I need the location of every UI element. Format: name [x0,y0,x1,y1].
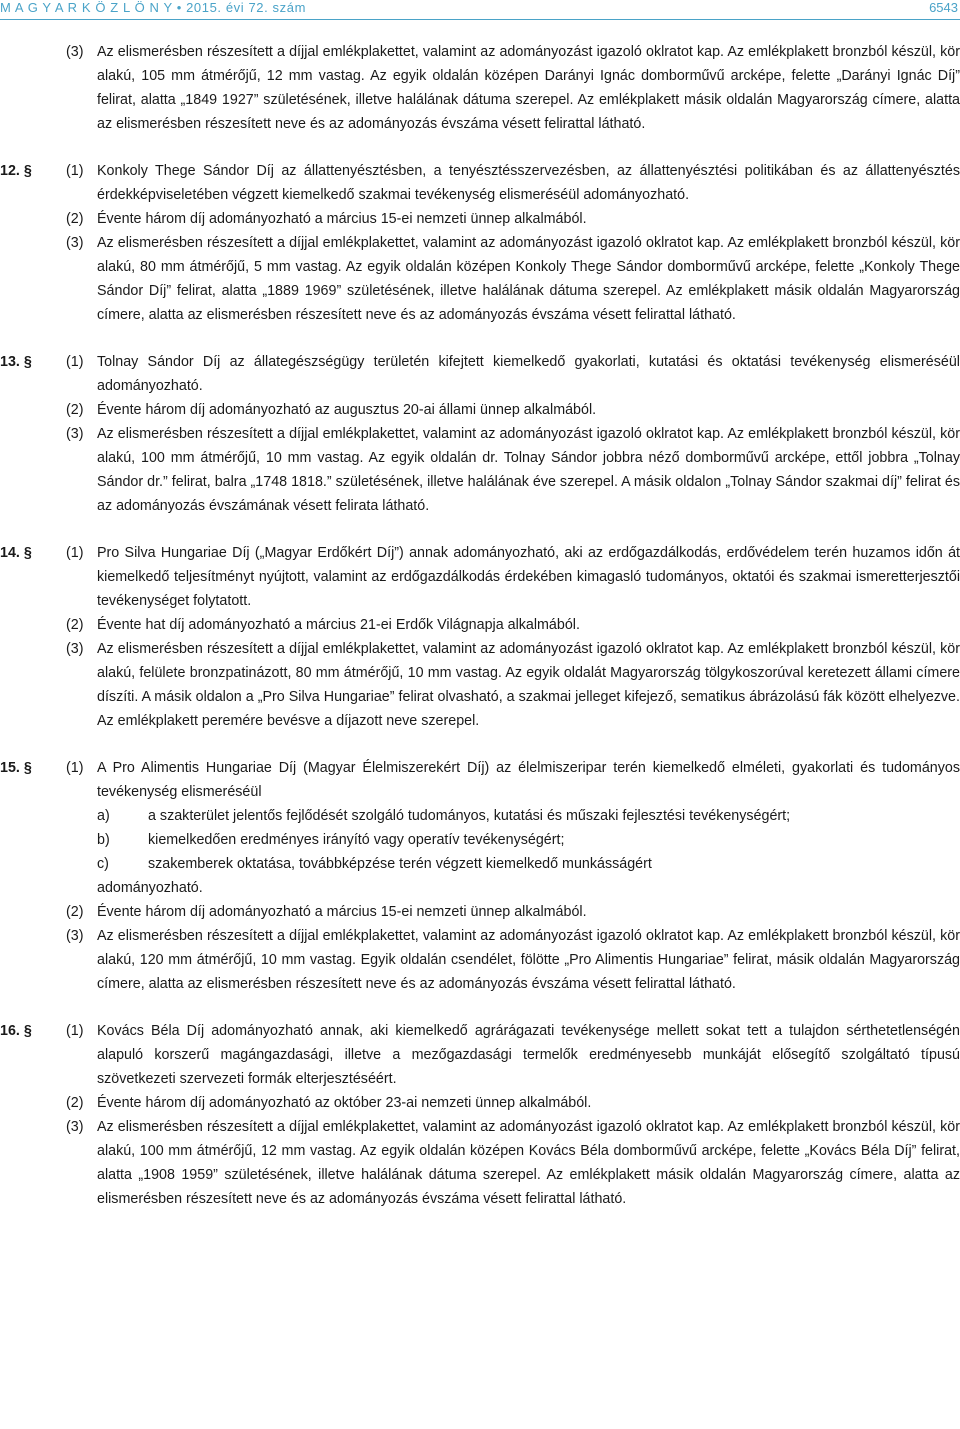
paragraph-text: Az elismerésben részesített a díjjal emlékplakettet, valamint az adományozást igazoló oklratot kap. Az emlékplakett bronzból készül, kör alakú, 100 mm átmérőjű, 12 mm vastag. Az egyik oldalán középen Kovács Béla domborművű arcképe, felette „Kovács Béla Díj” felirat, alatta „1908 1959” születésének, illetve halálának dátuma szerepel. Az emlékplakett másik oldalán Magyarország címere, alatta az elismerésben részesített neve és az adományozás évszáma vésett felirattal látható. [97,1119,960,1207]
paragraph-number: (3) [66,426,84,442]
section [0,350,960,518]
paragraph [0,900,960,924]
list-item [0,852,960,876]
section [0,756,960,996]
paragraph-text: Az elismerésben részesített a díjjal emlékplakettet, valamint az adományozást igazoló oklratot kap. Az emlékplakett bronzból készül, kör alakú, 120 mm átmérőjű, 10 mm vastag. Egyik oldalán csendélet, fölötte „Pro Alimentis Hungariae” felirat, másik oldalán Magyarország címere, alatta az elismerésben részesített neve és az adományozás évszáma vésett felirattal látható. [97,928,960,992]
paragraph-text: Évente három díj adományozható a március 15-ei nemzeti ünnep alkalmából. [97,211,587,227]
paragraph [0,422,960,518]
paragraph-text: Évente hat díj adományozható a március 21-ei Erdők Világnapja alkalmából. [97,617,580,633]
paragraph-number: (2) [66,402,84,418]
paragraph-text: Kovács Béla Díj adományozható annak, aki kiemelkedő agrárágazati tevékenysége mellett sokat tett a tulajdon sérthetetlenségén alapuló korszerű magángazdasági, illetve a mezőgazdasági termelők eredményesebb munkáját elősegítő szolgáltató típusú szövetkezeti szervezeti formák elterjesztéséért. [97,1023,960,1087]
section [0,541,960,733]
paragraph-tail: adományozható. [97,880,203,896]
section [0,159,960,327]
paragraph [0,1091,960,1115]
paragraph-text: Pro Silva Hungariae Díj („Magyar Erdőkért Díj”) annak adományozható, aki az erdőgazdálkodás, erdővédelem terén huzamos időn át kiemelkedő teljesítményt nyújtott, valamint az erdőgazdálkodás érdekében kimagasló tudományos, oktatói és szakmai ismeretterjesztői tevékenységet folytatott. [97,545,960,609]
section-number: 13. § [0,354,32,370]
paragraph [0,541,960,613]
section-number: 14. § [0,545,32,561]
section [0,40,960,136]
paragraph-number: (2) [66,904,84,920]
paragraph-text: Évente három díj adományozható az augusztus 20-ai állami ünnep alkalmából. [97,402,597,418]
list-item-text: szakemberek oktatása, továbbképzése terén végzett kiemelkedő munkásságért [148,856,652,872]
paragraph-text: Az elismerésben részesített a díjjal emlékplakettet, valamint az adományozást igazoló oklratot kap. Az emlékplakett bronzból készül, kör alakú, 80 mm átmérőjű, 5 mm vastag. Az egyik oldalán középen Konkoly Thege Sándor domborművű arcképe, felette „Konkoly Thege Sándor Díj” felirat, alatta „1889 1969” születésének, illetve halálának dátuma szerepel. Az emlékplakett másik oldalán Magyarország címere, alatta az elismerésben részesített neve és az adományozás évszáma vésett felirattal látható. [97,235,960,323]
paragraph-number: (3) [66,44,84,60]
list-item-letter: c) [97,856,109,872]
paragraph-number: (1) [66,163,84,179]
paragraph [0,924,960,996]
paragraph [0,207,960,231]
header-rule [0,19,960,20]
paragraph-number: (2) [66,211,84,227]
section-number: 16. § [0,1023,32,1039]
paragraph-text: Évente három díj adományozható a március 15-ei nemzeti ünnep alkalmából. [97,904,587,920]
paragraph [0,637,960,733]
list-item [0,828,960,852]
paragraph [0,613,960,637]
paragraph-number: (3) [66,235,84,251]
document-body [0,40,960,1234]
paragraph-number: (2) [66,1095,84,1111]
paragraph-text: Az elismerésben részesített a díjjal emlékplakettet, valamint az adományozást igazoló oklratot kap. Az emlékplakett bronzból készül, kör alakú, felülete bronzpatinázott, 80 mm átmérőjű, 10 mm vastag. Az egyik oldalát Magyarország tölgykoszorúval keretezett állami címere díszíti. A másik oldalon a „Pro Silva Hungariae” felirat olvasható, a szakmai jelleget kifejező, sematikus ábrázolású fák között elhelyezve. Az emlékplakett peremére bevésve a díjazott neve szerepel. [97,641,960,729]
list-item-letter: b) [97,832,110,848]
paragraph [0,231,960,327]
paragraph [0,350,960,398]
section-number: 12. § [0,163,32,179]
paragraph [0,398,960,422]
journal-title: M A G Y A R K Ö Z L Ö N Y • 2015. évi 72. szám [0,0,307,15]
paragraph-number: (3) [66,1119,84,1135]
paragraph [0,40,960,136]
paragraph-number: (3) [66,641,84,657]
list-item-text: a szakterület jelentős fejlődését szolgáló tudományos, kutatási és műszaki fejlesztési tevékenységért; [148,808,791,824]
paragraph-number: (2) [66,617,84,633]
paragraph-text: Tolnay Sándor Díj az állategészségügy területén kifejtett kiemelkedő gyakorlati, kutatási és oktatási tevékenység elismeréséül adományozható. [97,354,960,394]
paragraph-number: (3) [66,928,84,944]
section-number: 15. § [0,760,32,776]
paragraph-number: (1) [66,760,84,776]
paragraph [0,756,960,804]
paragraph-text: Az elismerésben részesített a díjjal emlékplakettet, valamint az adományozást igazoló oklratot kap. Az emlékplakett bronzból készül, kör alakú, 100 mm átmérőjű, 10 mm vastag. Az egyik oldalán dr. Tolnay Sándor jobbra néző domborművű arcképe, ettől jobbra „Tolnay Sándor dr.” felirat, balra „1748 1818.” születésének, illetve halálának éve szerepel. A másik oldalon „Tolnay Sándor szakmai díj” felirat és az adományozás évszámának vésett felirata látható. [97,426,960,514]
paragraph-text: Az elismerésben részesített a díjjal emlékplakettet, valamint az adományozást igazoló oklratot kap. Az emlékplakett bronzból készül, kör alakú, 105 mm átmérőjű, 12 mm vastag. Az egyik oldalán középen Darányi Ignác domborművű arcképe, felette „Darányi Ignác Díj” felirat, alatta „1849 1927” születésének, illetve halálának dátuma szerepel. Az emlékplakett másik oldalán Magyarország címere, alatta az elismerésben részesített neve és az adományozás évszáma vésett felirattal látható. [97,44,960,132]
section [0,1019,960,1211]
paragraph [0,159,960,207]
paragraph [0,1115,960,1211]
paragraph-text: Évente három díj adományozható az október 23-ai nemzeti ünnep alkalmából. [97,1095,592,1111]
paragraph-number: (1) [66,1023,84,1039]
paragraph-number: (1) [66,545,84,561]
list-item [0,804,960,828]
page-number: 6543 [929,0,958,15]
list-item-text: kiemelkedően eredményes irányító vagy operatív tevékenységért; [148,832,565,848]
paragraph-text: Konkoly Thege Sándor Díj az állattenyésztésben, a tenyésztésszervezésben, az állattenyésztési politikában és az állattenyésztés érdekképviseletében végzett kiemelkedő szakmai tevékenység elismeréséül adományozható. [97,163,960,203]
page-header [0,0,960,22]
paragraph-number: (1) [66,354,84,370]
paragraph-text: A Pro Alimentis Hungariae Díj (Magyar Élelmiszerekért Díj) az élelmiszeripar terén kiemelkedő elméleti, gyakorlati és tudományos tevékenység elismeréséül [97,760,960,800]
paragraph [0,1019,960,1091]
list-item-letter: a) [97,808,110,824]
